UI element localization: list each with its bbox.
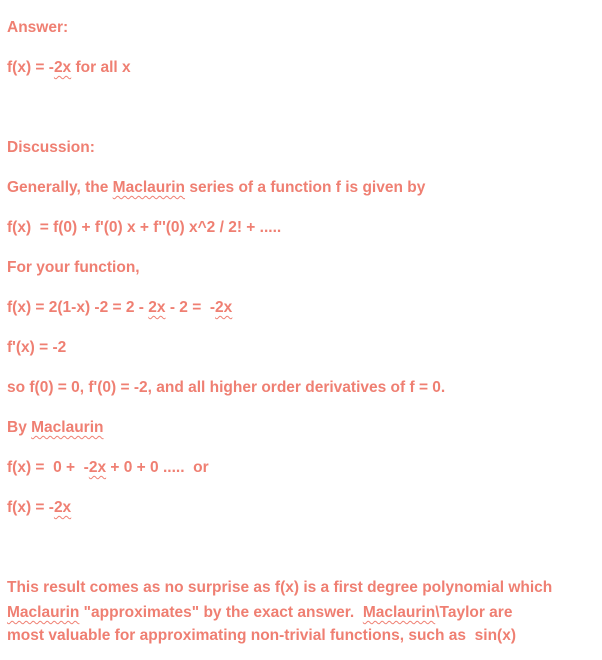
spellcheck-word: 2x (53, 59, 72, 76)
for-your-function: For your function, (7, 259, 140, 276)
spellcheck-word: 2x (88, 459, 107, 476)
discussion-intro: Generally, the Maclaurin series of a function f is given by (7, 179, 426, 196)
expansion: f(x) = 0 + -2x + 0 + 0 ..... or (7, 459, 209, 476)
simplification: f(x) = 2(1-x) -2 = 2 - 2x - 2 = -2x (7, 299, 233, 316)
spellcheck-word: Maclaurin (112, 179, 186, 196)
answer-result: f(x) = -2x for all x (7, 59, 131, 76)
conclusion-line-3: most valuable for approximating non-trivial functions, such as sin(x) (7, 627, 516, 644)
discussion-heading: Discussion: (7, 139, 95, 156)
spellcheck-word: 2x (215, 299, 233, 316)
answer-heading: Answer: (7, 19, 69, 36)
spellcheck-word: Maclaurin (7, 604, 80, 621)
spellcheck-word: 2x (148, 299, 166, 316)
conclusion-line-1: This result comes as no surprise as f(x) is a first degree polynomial which (7, 579, 553, 596)
derivative: f'(x) = -2 (7, 339, 67, 356)
by-maclaurin: By Maclaurin (7, 419, 104, 436)
spellcheck-word: Maclaurin (31, 419, 104, 436)
final-result: f(x) = -2x (7, 499, 72, 516)
spellcheck-word: 2x (53, 499, 72, 516)
conclusion-line-2: Maclaurin "approximates" by the exact answer. Maclaurin\Taylor are (7, 604, 513, 621)
derivative-values: so f(0) = 0, f'(0) = -2, and all higher order derivatives of f = 0. (7, 379, 446, 396)
series-formula: f(x) = f(0) + f'(0) x + f''(0) x^2 / 2! + ..... (7, 219, 282, 236)
spellcheck-word: Maclaurin (362, 604, 436, 621)
